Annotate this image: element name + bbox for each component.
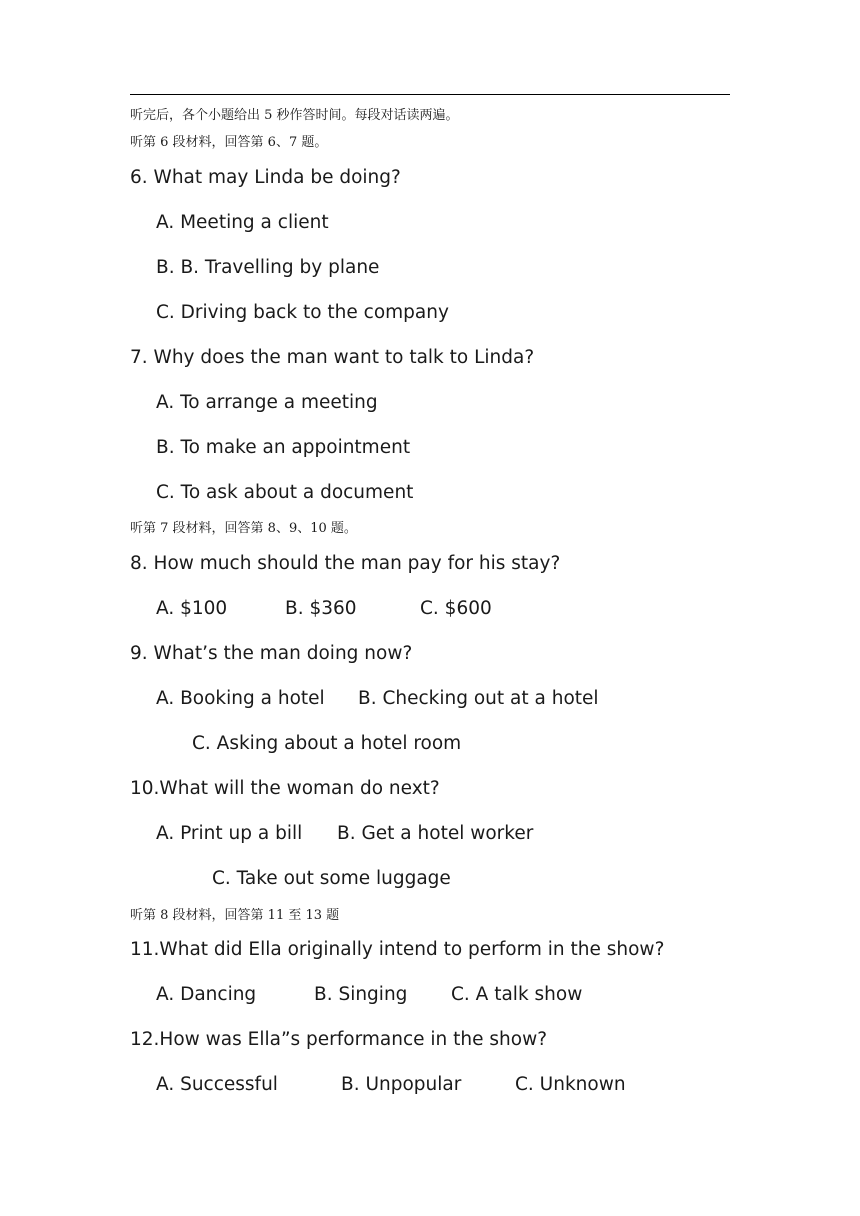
- question-10-option-a: A. Print up a bill: [156, 823, 303, 844]
- question-7-option-a: A. To arrange a meeting: [156, 392, 378, 413]
- question-11-option-c: C. A talk show: [451, 984, 583, 1005]
- question-6-stem: 6. What may Linda be doing?: [130, 167, 401, 188]
- section-8-instruction: 听第 8 段材料，回答第 11 至 13 题: [130, 908, 340, 923]
- question-8-option-b: B. $360: [285, 598, 357, 619]
- question-8-option-a: A. $100: [156, 598, 228, 619]
- section-7-instruction: 听第 7 段材料，回答第 8、9、10 题。: [130, 521, 357, 536]
- question-6-option-b: B. B. Travelling by plane: [156, 257, 380, 278]
- question-9-option-a: A. Booking a hotel: [156, 688, 325, 709]
- question-12-stem: 12.How was Ella”s performance in the show?: [130, 1029, 548, 1050]
- question-12-option-b: B. Unpopular: [341, 1074, 462, 1095]
- question-8-stem: 8. How much should the man pay for his stay?: [130, 553, 561, 574]
- question-9-stem: 9. What’s the man doing now?: [130, 643, 413, 664]
- question-10-option-b: B. Get a hotel worker: [337, 823, 534, 844]
- question-6-option-a: A. Meeting a client: [156, 212, 329, 233]
- general-instruction: 听完后，各个小题给出 5 秒作答时间。每段对话读两遍。: [130, 108, 459, 123]
- header-rule: [130, 94, 730, 95]
- question-9-option-b: B. Checking out at a hotel: [358, 688, 599, 709]
- question-7-stem: 7. Why does the man want to talk to Linda?: [130, 347, 535, 368]
- question-9-option-c: C. Asking about a hotel room: [192, 733, 462, 754]
- question-7-option-c: C. To ask about a document: [156, 482, 414, 503]
- question-11-stem: 11.What did Ella originally intend to perform in the show?: [130, 939, 665, 960]
- question-7-option-b: B. To make an appointment: [156, 437, 411, 458]
- question-12-option-a: A. Successful: [156, 1074, 278, 1095]
- section-6-instruction: 听第 6 段材料，回答第 6、7 题。: [130, 135, 328, 150]
- question-11-option-a: A. Dancing: [156, 984, 257, 1005]
- question-10-stem: 10.What will the woman do next?: [130, 778, 440, 799]
- question-8-option-c: C. $600: [420, 598, 492, 619]
- question-10-option-c: C. Take out some luggage: [212, 868, 451, 889]
- question-12-option-c: C. Unknown: [515, 1074, 626, 1095]
- question-11-option-b: B. Singing: [314, 984, 408, 1005]
- question-6-option-c: C. Driving back to the company: [156, 302, 449, 323]
